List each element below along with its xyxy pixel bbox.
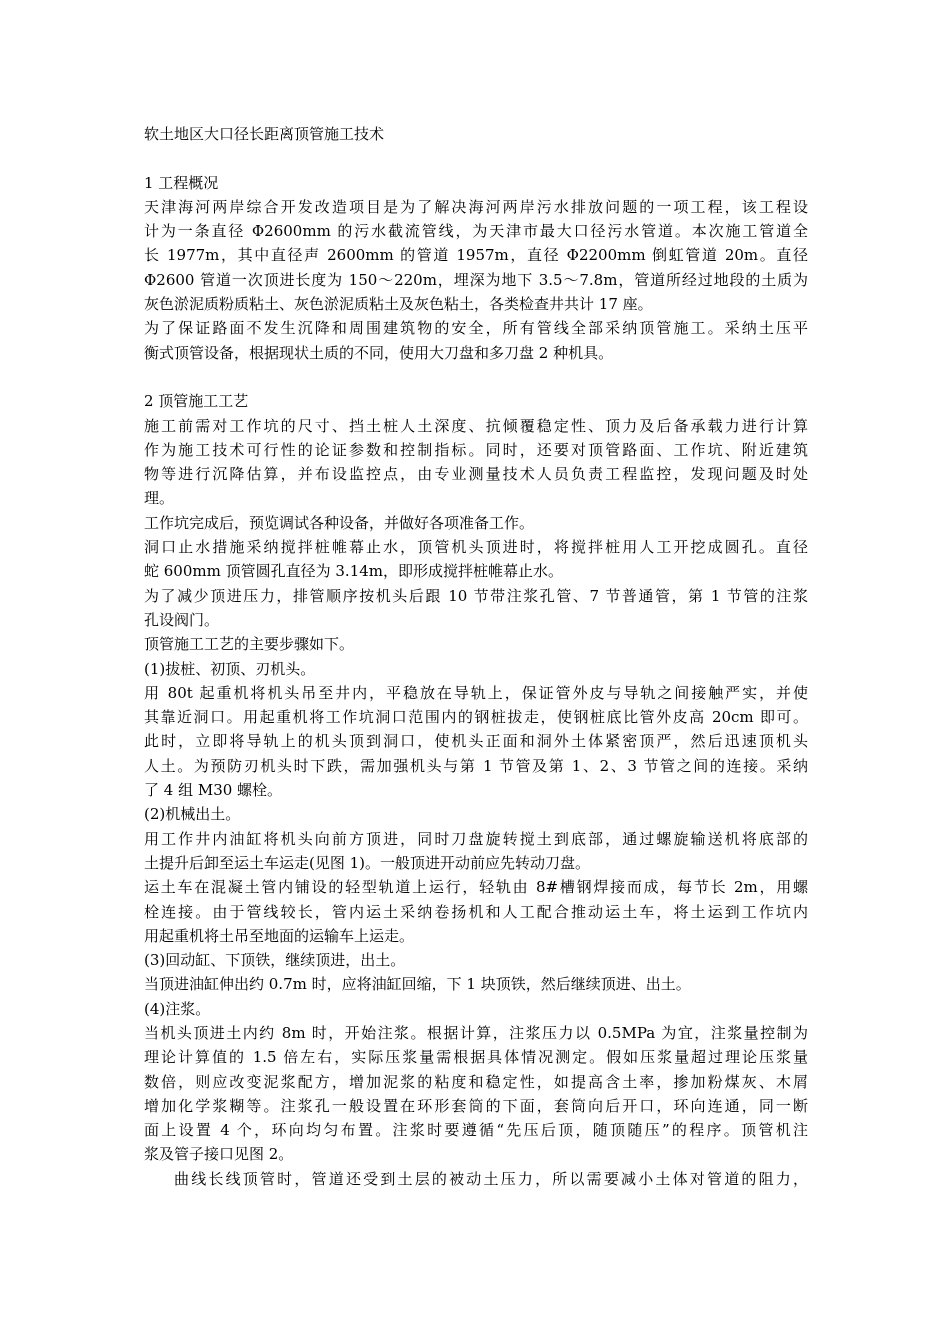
text-line: 计为一条直径 Φ2600mm 的污水截流管线，为天津市最大口径污水管道。本次施工管道全 <box>144 222 808 241</box>
paragraph-s1-p1 <box>144 195 808 316</box>
text-line: 洞口止水措施采纳搅拌桩帷幕止水，顶管机头顶进时，将搅拌桩用人工开挖成圆孔。直径 <box>144 538 808 557</box>
text-line: 天津海河两岸综合开发改造项目是为了解决海河两岸污水排放问题的一项工程，该工程设 <box>144 197 808 216</box>
text-line: 了 4 组 M30 螺栓。 <box>144 781 283 800</box>
text-line: 其靠近洞口。用起重机将工作坑洞口范围内的钢桩拔走，使钢桩底比管外皮高 20cm 即可。 <box>144 708 808 727</box>
text-line: 人土。为预防刃机头时下跌，需加强机头与第 1 节管及第 1、2、3 节管之间的连接。采纳 <box>144 756 808 775</box>
text-line: 当机头顶进土内约 8m 时，开始注浆。根据计算，注浆压力以 0.5MPa 为宜，注浆量控制为 <box>144 1023 808 1042</box>
step-4-heading: (4)注浆。 <box>144 999 211 1018</box>
text-line: 作为施工技术可行性的论证参数和控制指标。同时，还要对顶管路面、工作坑、附近建筑 <box>144 440 808 459</box>
paragraph-step-4 <box>144 1021 808 1167</box>
paragraph-step-2-p1 <box>144 827 808 876</box>
text-line: 长 1977m，其中直径声 2600mm 的管道 1957m，直径 Φ2200mm 倒虹管道 20m。直径 <box>144 246 808 265</box>
document-title: 软土地区大口径长距离顶管施工技术 <box>144 125 385 143</box>
text-line: 衡式顶管设备，根据现状土质的不同，使用大刀盘和多刀盘 2 种机具。 <box>144 343 614 362</box>
step-1-heading: (1)拔桩、初顶、刃机头。 <box>144 659 316 678</box>
paragraph-s2-p3 <box>144 535 808 584</box>
text-line: 为了保证路面不发生沉降和周围建筑物的安全，所有管线全部采纳顶管施工。采纳土压平 <box>144 319 808 338</box>
step-3-heading: (3)回动缸、下顶铁，继续顶进，出土。 <box>144 951 406 970</box>
paragraph-s2-p2: 工作坑完成后，预览调试各种设备，并做好各项准备工作。 <box>144 513 535 532</box>
paragraph-step-1 <box>144 681 808 802</box>
text-line: 为了减少顶进压力，排管顺序按机头后跟 10 节带注浆孔管、7 节普通管，第 1 节管的注浆 <box>144 586 808 605</box>
text-line: 土提升后卸至运土车运走(见图 1)。一般顶进开动前应先转动刀盘。 <box>144 853 591 872</box>
text-line: 灰色淤泥质粉质粘土、灰色淤泥质粘土及灰色粘土，各类检查井共计 17 座。 <box>144 295 653 314</box>
text-line: 浆及管子接口见图 2。 <box>144 1145 294 1164</box>
text-line: Φ2600 管道一次顶进长度为 150～220m，埋深为地下 3.5～7.8m，管道所经过地段的土质为 <box>144 270 808 289</box>
text-line: 此时，立即将导轨上的机头顶到洞口，使机头正面和洞外土体紧密顶严，然后迅速顶机头 <box>144 732 808 751</box>
document-page <box>144 122 808 1191</box>
text-line: 孔设阀门。 <box>144 610 220 629</box>
paragraph-s2-p4 <box>144 584 808 633</box>
text-line: 用工作井内油缸将机头向前方顶进，同时刀盘旋转搅土到底部，通过螺旋输送机将底部的 <box>144 829 808 848</box>
text-line: 面上设置 4 个，环向均匀布置。注浆时要遵循“先压后顶，随顶随压”的程序。顶管机注 <box>144 1121 808 1140</box>
paragraph-last: 曲线长线顶管时，管道还受到土层的被动土压力，所以需要减小土体对管道的阻力， <box>174 1169 808 1188</box>
text-line: 理论计算值的 1.5 倍左右，实际压浆量需根据具体情况测定。假如压浆量超过理论压浆量 <box>144 1048 808 1067</box>
paragraph-s2-p5: 顶管施工工艺的主要步骤如下。 <box>144 635 355 654</box>
paragraph-s2-p1 <box>144 414 808 511</box>
section-heading-1: 1 工程概况 <box>144 173 219 192</box>
text-line: 物等进行沉降估算，并布设监控点，由专业测量技术人员负责工程监控，发现问题及时处 <box>144 465 808 484</box>
paragraph-s1-p2 <box>144 316 808 365</box>
step-2-heading: (2)机械出土。 <box>144 805 241 824</box>
text-line: 用 80t 起重机将机头吊至井内，平稳放在导轨上，保证管外皮与导轨之间接触严实，并使 <box>144 683 808 702</box>
spacer <box>144 365 808 389</box>
text-line: 运土车在混凝土管内铺设的轻型轨道上运行，轻轨由 8#槽钢焊接而成，每节长 2m，用螺 <box>144 878 808 897</box>
spacer <box>144 146 808 170</box>
text-line: 蛇 600mm 顶管圆孔直径为 3.14m，即形成搅拌桩帷幕止水。 <box>144 562 564 581</box>
text-line: 用起重机将土吊至地面的运输车上运走。 <box>144 926 415 945</box>
text-line: 施工前需对工作坑的尺寸、挡土桩人土深度、抗倾覆稳定性、顶力及后备承载力进行计算 <box>144 416 808 435</box>
text-line: 栓连接。由于管线较长，管内运土采纳卷扬机和人工配合推动运土车，将土运到工作坑内 <box>144 902 808 921</box>
text-line: 增加化学浆糊等。注浆孔一般设置在环形套筒的下面，套筒向后开口，环向连通，同一断 <box>144 1096 808 1115</box>
text-line: 理。 <box>144 489 175 508</box>
text-line: 数倍，则应改变泥浆配方，增加泥浆的粘度和稳定性，如提高含土率，掺加粉煤灰、木屑 <box>144 1072 808 1091</box>
paragraph-step-2-p2 <box>144 875 808 948</box>
section-heading-2: 2 顶管施工工艺 <box>144 392 249 411</box>
paragraph-step-3: 当顶进油缸伸出约 0.7m 时，应将油缸回缩，下 1 块顶铁，然后继续顶进、出土。 <box>144 975 691 994</box>
